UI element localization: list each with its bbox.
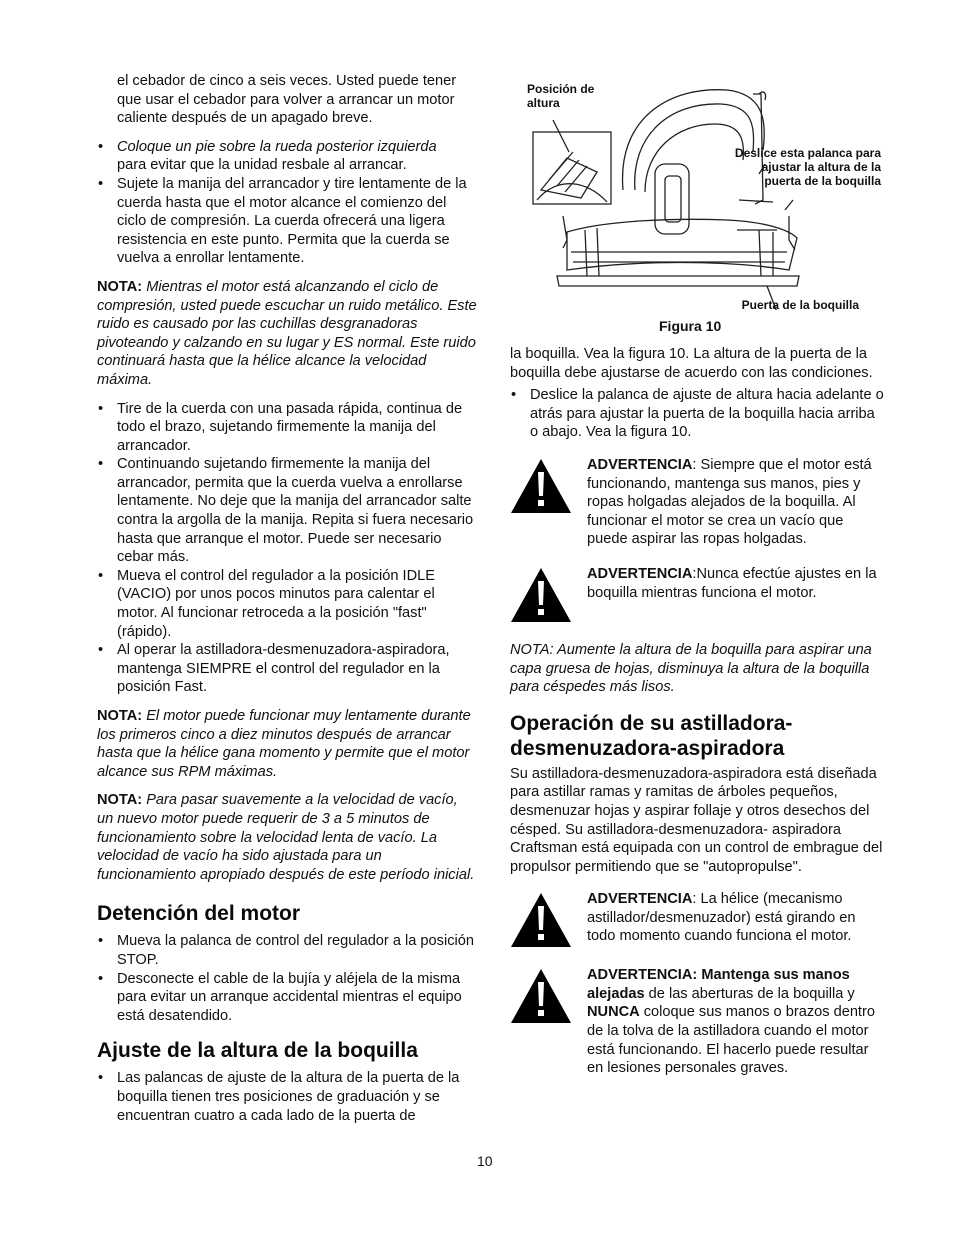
warning-block: ADVERTENCIA: La hélice (mecanismo astillador/desmenuzador) está girando en todo momento cuando funciona el motor. (510, 890, 884, 950)
list-item: • Deslice la palanca de ajuste de altura hacia adelante o atrás para ajustar la puerta de la boquilla hacia arriba o abajo. Vea la figura 10. (510, 386, 884, 442)
note-paragraph: NOTA: Para pasar suavemente a la velocidad de vacío, un nuevo motor puede requerir de 3 a 5 minutos de funcionamiento sobre la velocidad lenta de vacío. La velocidad de vacío ha sido ajustada para un funcionamiento apropiado después de este período inicial. (97, 792, 475, 883)
continuation-paragraph: la boquilla. Vea la figura 10. La altura de la puerta de la boquilla debe ajustarse de acuerdo con las condiciones. (510, 346, 873, 381)
list-item: • Mueva el control del regulador a la posición IDLE (VACIO) por unos pocos minutos para calentar el motor. Al funcionar retroceda a la posición "fast" (rápido). (97, 567, 477, 641)
adjust-bullets (510, 386, 884, 442)
list-item: • Al operar la astilladora-desmenuzadora-aspiradora, mantenga SIEMPRE el control del regulador en la posición Fast. (97, 641, 477, 697)
section-heading-operation: Operación de su astilladora-desmenuzadora-aspiradora (510, 711, 793, 760)
warning-block: ADVERTENCIA:Nunca efectúe ajustes en la boquilla mientras funciona el motor. (510, 565, 884, 625)
height-bullets (97, 1069, 477, 1125)
right-column (510, 345, 884, 1094)
note-paragraph: NOTA: El motor puede funcionar muy lentamente durante los primeros cinco a diez minutos después de arrancar hasta que la hélice gana momento y permite que el motor alcance sus RPM máximas. (97, 708, 471, 780)
list-item: • Las palancas de ajuste de la altura de la puerta de la boquilla tienen tres posiciones de graduación y se encuentran cuatro a cada lado de la puerta de (97, 1069, 477, 1125)
list-item: • Desconecte el cable de la bujía y aléjela de la misma para evitar un arranque accidental mientras el equipo está desatendido. (97, 970, 477, 1026)
list-item: • Tire de la cuerda con una pasada rápida, continua de todo el brazo, sujetando firmemente la manija del arrancador. (97, 400, 477, 456)
warning-triangle-icon (510, 892, 572, 948)
figure-label-nozzle-door: Puerta de la boquilla (741, 298, 859, 312)
list-item: • Coloque un pie sobre la rueda posterior izquierda para evitar que la unidad resbale al arrancar. (97, 138, 477, 175)
figure-10-illustration (527, 80, 887, 338)
pull-bullets (97, 400, 477, 698)
list-item: • Mueva la palanca de control del regulador a la posición STOP. (97, 932, 477, 969)
stop-bullets (97, 932, 477, 1025)
warning-triangle-icon (510, 458, 572, 514)
section-heading-height: Ajuste de la altura de la boquilla (97, 1039, 418, 1063)
operation-paragraph: Su astilladora-desmenuzadora-aspiradora está diseñada para astillar ramas y ramitas de árboles pequeños, desmenuzar hojas y aspirar follaje y otros desechos del césped. Su astilladora-desmenuzadora- aspiradora Craftsman está equipada con un control de embrague del propulsor permitiendo que se "autopropulse". (510, 765, 883, 875)
chipper-nozzle-drawing (527, 80, 887, 310)
figure-label-slide-lever: Deslice esta palanca para ajustar la altura de la puerta de la boquilla (734, 146, 881, 188)
note-paragraph: NOTA: Mientras el motor está alcanzando el ciclo de compresión, usted puede escuchar un ruido metálico. Este ruido es causado por las cuchillas desgranadoras pivoteando y calzando en su lugar y ES normal. Este ruido continuará hasta que la hélice alcance la velocidad máxima. (97, 278, 477, 388)
warning-block: ADVERTENCIA: Mantenga sus manos alejadas de las aberturas de la boquilla y NUNCA coloque sus manos o brazos dentro de la tolva de la astilladora cuando el motor está funcionando. El hacerlo puede resultar en lesiones personales graves. (510, 966, 884, 1078)
list-item: • Sujete la manija del arrancador y tire lentamente de la cuerda hasta que el motor alcance el comienzo del ciclo de compresión. La cuerda ofrecerá una ligera resistencia en este punto. Permita que la cuerda se vuelva a enrollar lentamente. (97, 175, 477, 268)
start-bullets (97, 138, 477, 268)
warning-triangle-icon (510, 567, 572, 623)
warning-triangle-icon (510, 968, 572, 1024)
page-number: 10 (477, 1153, 493, 1169)
section-heading-stop: Detención del motor (97, 902, 301, 926)
intro-paragraph: el cebador de cinco a seis veces. Usted puede tener que usar el cebador para volver a arrancar un motor caliente después de un apagado breve. (117, 73, 457, 127)
note-paragraph: NOTA: Aumente la altura de la boquilla para aspirar una capa gruesa de hojas, disminuya la altura de la boquilla para céspedes más lisos. (510, 641, 872, 696)
figure-caption: Figura 10 (659, 318, 722, 334)
list-item: • Continuando sujetando firmemente la manija del arrancador, permita que la cuerda vuelva a enrollarse lentamente. No deje que la manija del arrancador salte contra la argolla de la manija. Repita si fuera necesario hasta que arranque el motor. Puede ser necesario cebar más. (97, 455, 477, 567)
left-column (97, 72, 477, 1135)
warning-block: ADVERTENCIA: Siempre que el motor está funcionando, mantenga sus manos, pies y ropas holgadas alejados de la boquilla. Al funcionar el motor se crea un vacío que puede aspirar las ropas holgadas. (510, 456, 884, 549)
figure-label-position: Posición de altura (527, 82, 595, 110)
